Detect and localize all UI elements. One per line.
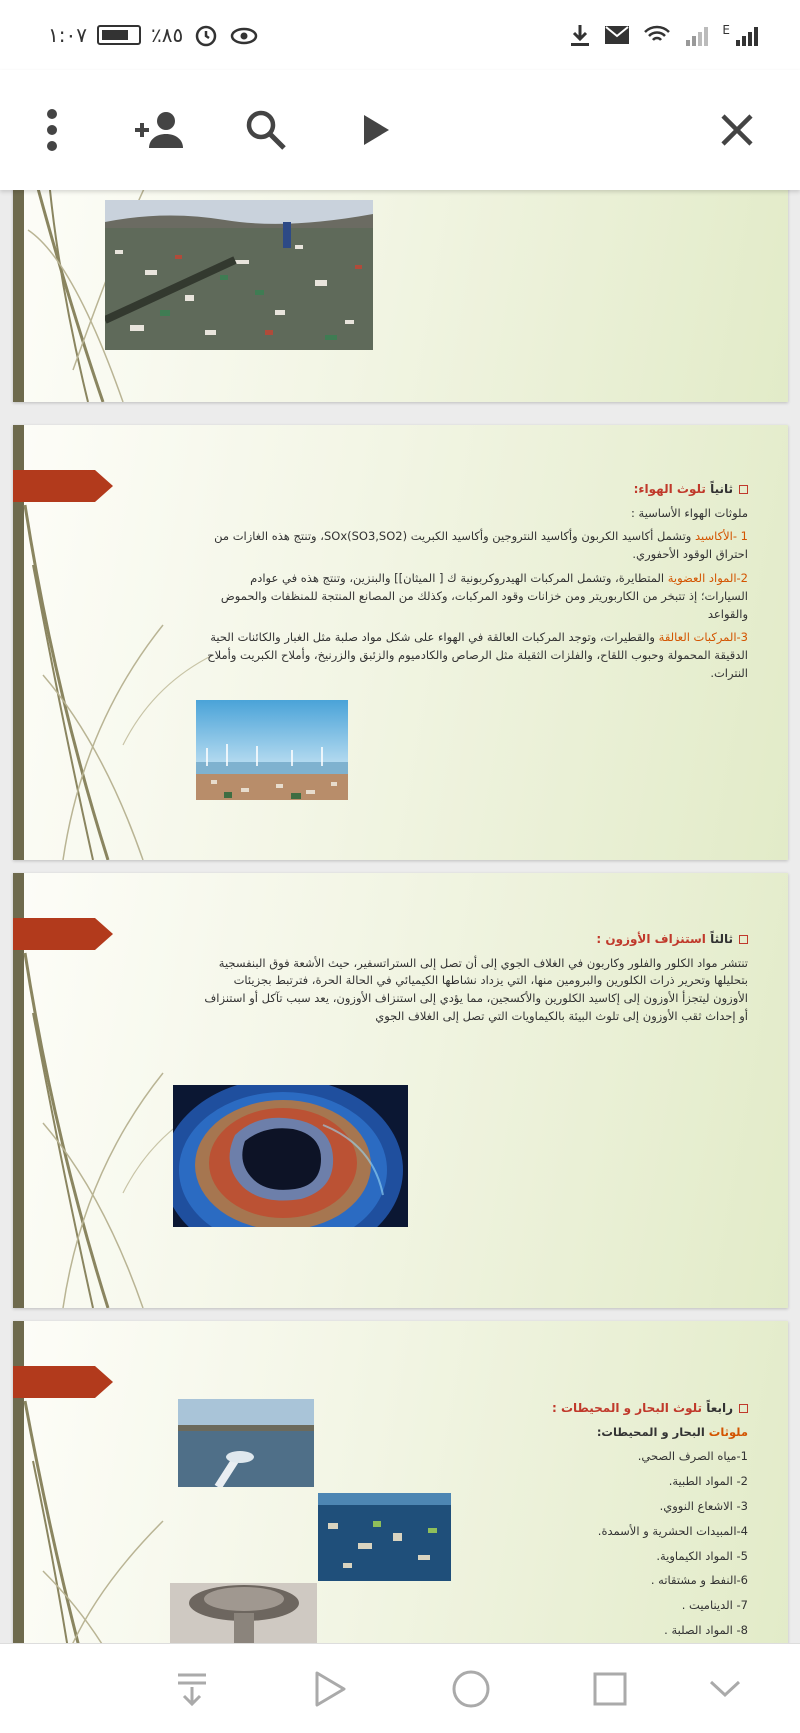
nuclear-explosion-photo: [170, 1583, 317, 1643]
collapse-button[interactable]: [167, 1666, 217, 1712]
air-paragraph-2: 2-المواد العضوية المتطايرة، وتشمل المركبات الهيدروكربونية ك [ الميثان]] والبنزين، وتنتج هذه في عوادم السيارات؛ إذ تتبخر من الكاربوريتر ومن خزانات وقود المركبات، وكذلك من المصانع المنتجة للمنظفات والحموض والقواعد: [220, 571, 748, 621]
air-subtitle: ملوثات الهواء الأساسية :: [631, 505, 748, 520]
bottom-navigation-bar: [0, 1643, 800, 1733]
play-button[interactable]: [346, 100, 406, 160]
status-right: [568, 22, 760, 48]
hide-nav-button[interactable]: [700, 1666, 750, 1712]
play-outline-icon: [313, 1670, 347, 1708]
plastic-in-ocean-photo: [318, 1493, 451, 1581]
signal-icon: [734, 22, 760, 48]
eye-icon: [229, 22, 259, 48]
collapse-icon: [175, 1671, 209, 1707]
battery-percent: ٪٨٥: [150, 23, 184, 47]
air-paragraph-3: 3-المركبات العالقة والقطيرات، وتوجد المركبات العالقة في الهواء على شكل مواد صلبة مثل الغبار والكائنات الحية الدقيقة المحمولة وحبوب اللقاح، والفلزات الثقيلة مثل الرصاص والكادميوم والزئبق والزرنيخ، وأملاح الكبريت وأملاح النترات.: [207, 630, 748, 681]
network-type: E: [722, 23, 730, 37]
ozone-text: [203, 930, 748, 1032]
list-item: 7- الديناميت .: [681, 1598, 748, 1613]
mail-icon: [604, 24, 630, 46]
list-item: 8- المواد الصلبة .: [664, 1623, 748, 1638]
slide-sea-pollution[interactable]: [13, 1321, 788, 1643]
home-button[interactable]: [446, 1666, 496, 1712]
recents-button[interactable]: [585, 1666, 635, 1712]
sea-heading: رابعاً تلوث البحار و المحيطات :: [313, 1399, 748, 1418]
viewer-toolbar: [0, 70, 800, 190]
list-item: 5- المواد الكيماوية.: [656, 1548, 748, 1563]
list-item: 2- المواد الطبية.: [668, 1474, 748, 1489]
section-arrow: [13, 1366, 113, 1398]
ozone-hole-photo: [173, 1085, 408, 1227]
list-item: 6-النفط و مشتقاته .: [650, 1573, 748, 1588]
status-left: [48, 22, 259, 48]
slides-container[interactable]: [0, 190, 800, 1643]
wifi-icon: [642, 22, 672, 48]
sewage-outflow-photo: [178, 1399, 314, 1487]
clock: ١:٠٧: [48, 23, 87, 47]
slide-ozone-depletion[interactable]: [13, 873, 788, 1308]
back-nav-button[interactable]: [305, 1666, 355, 1712]
air-pollution-text: [203, 480, 748, 689]
slide-landfill[interactable]: [13, 190, 788, 402]
battery-icon: [97, 25, 141, 45]
bullet-icon: [739, 485, 748, 494]
search-icon: [245, 109, 287, 151]
factory-smoke-photo: [196, 700, 348, 800]
status-bar: [0, 0, 800, 70]
download-icon: [568, 22, 592, 48]
section-arrow: [13, 918, 113, 950]
search-button[interactable]: [236, 100, 296, 160]
section-arrow: [13, 470, 113, 502]
recents-square-icon: [592, 1671, 628, 1707]
add-person-button[interactable]: [130, 100, 190, 160]
list-item: 3- الاشعاع النووي.: [659, 1499, 748, 1514]
bullet-icon: [739, 935, 748, 944]
ozone-heading: ثالثاً استنزاف الأوزون :: [203, 930, 748, 949]
more-vert-icon: [46, 108, 58, 152]
play-icon: [361, 113, 391, 147]
chevron-down-icon: [708, 1678, 742, 1700]
sea-subtitle: ملوثات البحار و المحيطات:: [596, 1424, 748, 1439]
landfill-photo: [105, 200, 373, 350]
air-heading: ثانياً تلوث الهواء:: [203, 480, 748, 499]
alarm-icon: [193, 22, 219, 48]
ozone-paragraph: تنتشر مواد الكلور والفلور وكاربون في الغلاف الجوي إلى أن تصل إلى الستراتسفير، حيث الأشعة فوق البنفسجية بتحليلها وتحرير ذرات الكلورين والبرومين منها، التي يزداد نشاطها الكيميائي في الحالة الحرة، فترتبط بجزيئات الأوزون ليتجزأ الأوزون إلى إكاسيد الكلورين والأكسجين، مما يؤدي إلى استنزاف الأوزون، يعد سبب تآكل أو استنزاف أو إحداث ثقب الأوزون إلى تلوث البيئة بالكيماويات التي تصل إلى الغلاف الجوي: [204, 955, 748, 1024]
signal-weak-icon: [684, 22, 710, 48]
list-item: 4-المبيدات الحشرية و الأسمدة.: [597, 1523, 748, 1538]
home-circle-icon: [451, 1669, 491, 1709]
slide-air-pollution[interactable]: [13, 425, 788, 860]
air-paragraph-1: 1 -الأكاسيد وتشمل أكاسيد الكربون وأكاسيد النتروجين وأكاسيد الكبريت SOx(SO3,SO2)، وتنتج هذه الغازات من احتراق الوقود الأحفوري.: [214, 529, 748, 562]
more-options-button[interactable]: [22, 100, 82, 160]
close-button[interactable]: [707, 100, 767, 160]
add-person-icon: [133, 110, 187, 150]
list-item: 1-مياه الصرف الصحي.: [637, 1449, 748, 1464]
close-icon: [720, 113, 754, 147]
bullet-icon: [739, 1404, 748, 1413]
